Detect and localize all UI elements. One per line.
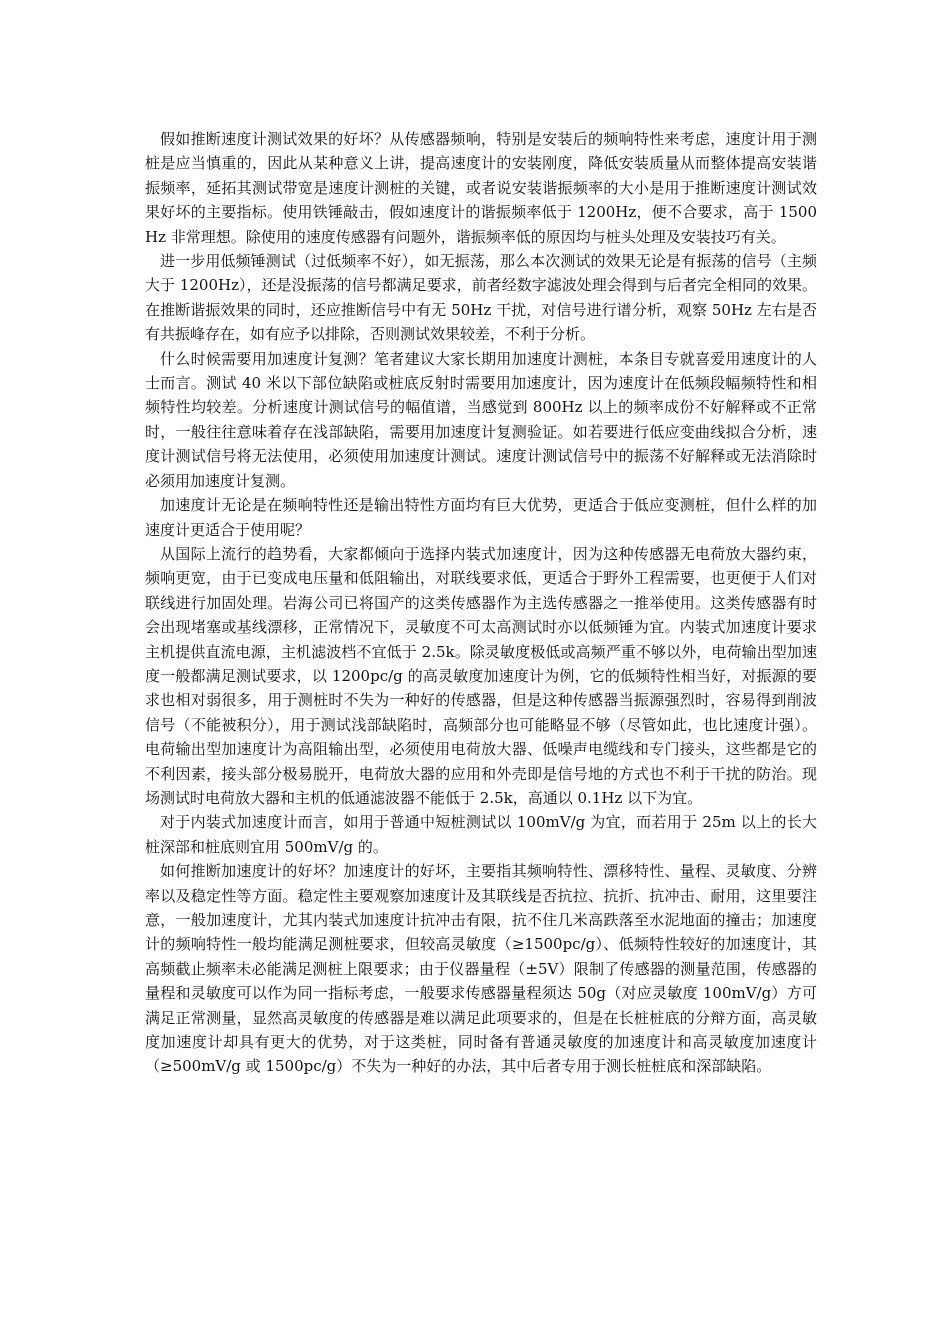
paragraph-accelerometer-types: 从国际上流行的趋势看，大家都倾向于选择内装式加速度计，因为这种传感器无电荷放大器约束，频响更宽，由于已变成电压量和低阻输出，对联线要求低，更适合于野外工程需要，也更便于人们对联线进行加固处理。岩海公司已将国产的这类传感器作为主选传感器之一推举使用。这类传感器有时会出现堵塞或基线漂移，正常情况下，灵敏度不可太高测试时亦以低频锤为宜。内装式加速度计要求主机提供直流电源，主机滤波档不宜低于 2.5k。除灵敏度极低或高频严重不够以外，电荷输出型加速度一般都满足测试要求，以 1200pc/g 的高灵敏度加速度计为例，它的低频特性相当好，对振源的要求也相对弱很多，用于测桩时不失为一种好的传感器，但是这种传感器当振源强烈时，容易得到削波信号（不能被积分），用于测试浅部缺陷时，高频部分也可能略显不够（尽管如此，也比速度计强）。电荷输出型加速度计为高阻输出型，必须使用电荷放大器、低噪声电缆线和专门接头，这些都是它的不利因素，接头部分极易脱开，电荷放大器的应用和外壳即是信号地的方式也不利于干扰的防治。现场测试时电荷放大器和主机的低通滤波器不能低于 2.5k，高通以 0.1Hz 以下为宜。 <box>145 544 817 807</box>
paragraph-accelerometer-advantage: 加速度计无论是在频响特性还是输出特性方面均有巨大优势，更适合于低应变测桩，但什么样的加速度计更适合于使用呢？ <box>145 496 817 539</box>
paragraph-low-frequency-hammer-test: 进一步用低频锤测试（过低频率不好），如无振荡，那么本次测试的效果无论是有振荡的信号（主频大于 1200Hz），还是没振荡的信号都满足要求，前者经数字滤波处理会得到与后者完全相同的效果。在推断谐振效果的同时，还应推断信号中有无 50Hz 干扰，对信号进行谱分析，观察 50Hz 左右是否有共振峰存在，如有应予以排除，否则测试效果较差，不利于分析。 <box>145 252 817 344</box>
paragraph-sensitivity-selection: 对于内装式加速度计而言，如用于普通中短桩测试以 100mV/g 为宜，而若用于 25m 以上的长大桩深部和桩底则宜用 500mV/g 的。 <box>145 813 817 856</box>
paragraph-velocity-meter-evaluation: 假如推断速度计测试效果的好坏？从传感器频响，特别是安装后的频响特性来考虑，速度计用于测桩是应当慎重的，因此从某种意义上讲，提高速度计的安装刚度，降低安装质量从而整体提高安装谐振频率，延拓其测试带宽是速度计测桩的关键，或者说安装谐振频率的大小是用于推断速度计测试效果好坏的主要指标。使用铁锤敲击，假如速度计的谐振频率低于 1200Hz，便不合要求，高于 1500Hz 非常理想。除使用的速度传感器有问题外，谐振频率低的原因均与桩头处理及安装技巧有关。 <box>145 130 817 246</box>
paragraph-accelerometer-retest: 什么时候需要用加速度计复测？笔者建议大家长期用加速度计测桩，本条目专就喜爱用速度计的人士而言。测试 40 米以下部位缺陷或桩底反射时需要用加速度计，因为速度计在低频段幅频特性和相频特性均较差。分析速度计测试信号的幅值谱，当感觉到 800Hz 以上的频率成份不好解释或不正常时，一般往往意味着存在浅部缺陷，需要用加速度计复测验证。如若要进行低应变曲线拟合分析，速度计测试信号将无法使用，必须使用加速度计测试。速度计测试信号中的振荡不好解释或无法消除时必须用加速度计复测。 <box>145 349 817 490</box>
document-body <box>145 127 817 1079</box>
paragraph-accelerometer-quality: 如何推断加速度计的好坏？加速度计的好坏，主要指其频响特性、漂移特性、量程、灵敏度、分辨率以及稳定性等方面。稳定性主要观察加速度计及其联线是否抗拉、抗折、抗冲击、耐用，这里要注意，一般加速度计，尤其内装式加速度计抗冲击有限，抗不住几米高跌落至水泥地面的撞击；加速度计的频响特性一般均能满足测桩要求，但较高灵敏度（≥1500pc/g）、低频特性较好的加速度计，其高频截止频率未必能满足测桩上限要求；由于仪器量程（±5V）限制了传感器的测量范围，传感器的量程和灵敏度可以作为同一指标考虑，一般要求传感器量程须达 50g（对应灵敏度 100mV/g）方可满足正常测量，显然高灵敏度的传感器是难以满足此项要求的，但是在长桩桩底的分辩方面，高灵敏度加速度计却具有更大的优势，对于这类桩，同时备有普通灵敏度的加速度计和高灵敏度加速度计（≥500mV/g 或 1500pc/g）不失为一种好的办法，其中后者专用于测长桩桩底和深部缺陷。 <box>145 862 817 1076</box>
